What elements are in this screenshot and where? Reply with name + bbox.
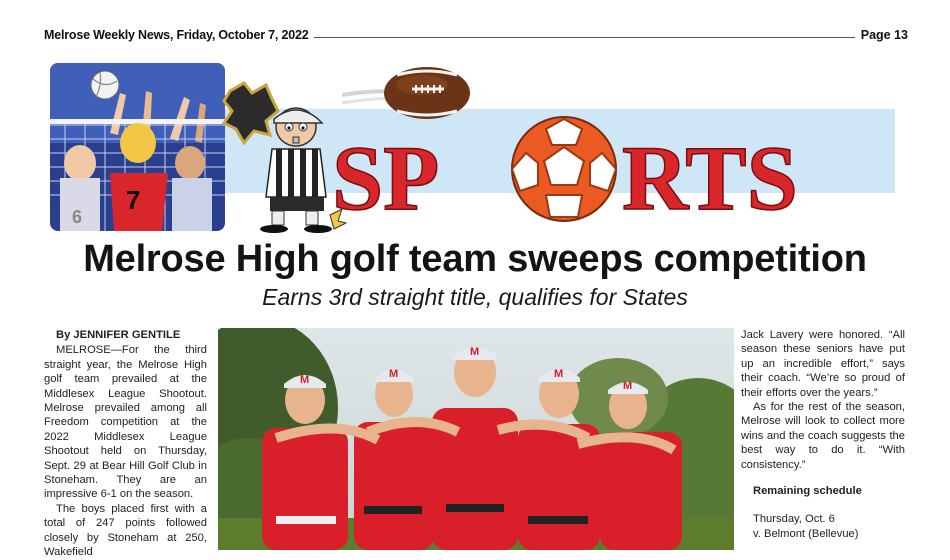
schedule-line: Thursday, Oct. 6 [753, 513, 835, 526]
byline: By JENNIFER GENTILE [56, 329, 181, 341]
page-header [44, 28, 908, 48]
cap-logo: M [389, 368, 399, 380]
cap-logo: M [623, 380, 633, 392]
team-photo [218, 328, 734, 550]
jersey-number: 7 [126, 185, 141, 215]
right-paragraph-1: Jack Lavery were honored. “All season these seniors have put up an incredible effort,” says their coach. “We’re so proud of their efforts over the years.” [741, 329, 905, 399]
svg-text:6: 6 [72, 207, 83, 227]
cap-logo: M [300, 374, 310, 386]
cap-logo: M [470, 346, 480, 358]
sports-word-left: SP [332, 127, 440, 223]
schedule-title: Remaining schedule [753, 485, 862, 498]
cap-logo: M [554, 368, 564, 380]
soccer-ball-icon [512, 117, 616, 221]
sports-word-right: RTS [622, 127, 798, 223]
article-right-column [741, 328, 905, 541]
schedule-line: v. Belmont (Bellevue) [753, 527, 859, 540]
left-paragraph-1: MELROSE—For the third straight year, the Melrose High golf team prevailed at the Middlesex League Shootout. Melrose prevailed among all Freedom competition at the 2022 Middlesex League Shootout held on Thursday, Sept. 29 at Bear Hill Golf Club in Stoneham. They are an impressive 6-1 on the season. [44, 344, 207, 501]
article-subheadline: Earns 3rd straight title, qualifies for States [262, 284, 688, 310]
publication-line: Melrose Weekly News, Friday, October 7, 2022 [44, 28, 314, 42]
page-number: Page 13 [855, 28, 908, 42]
right-paragraph-2: As for the rest of the season, Melrose will look to collect more wins and the coach suggests the best way to do it. “With consistency.” [741, 401, 905, 471]
left-paragraph-2: The boys placed first with a total of 247 points followed closely by Stoneham at 250, Wakefield [44, 502, 207, 559]
article-left-column [44, 328, 207, 560]
sports-wordmark [332, 113, 892, 223]
article-headline: Melrose High golf team sweeps competition [83, 238, 867, 280]
volleyball-illustration [50, 63, 225, 231]
sports-banner [50, 63, 900, 233]
